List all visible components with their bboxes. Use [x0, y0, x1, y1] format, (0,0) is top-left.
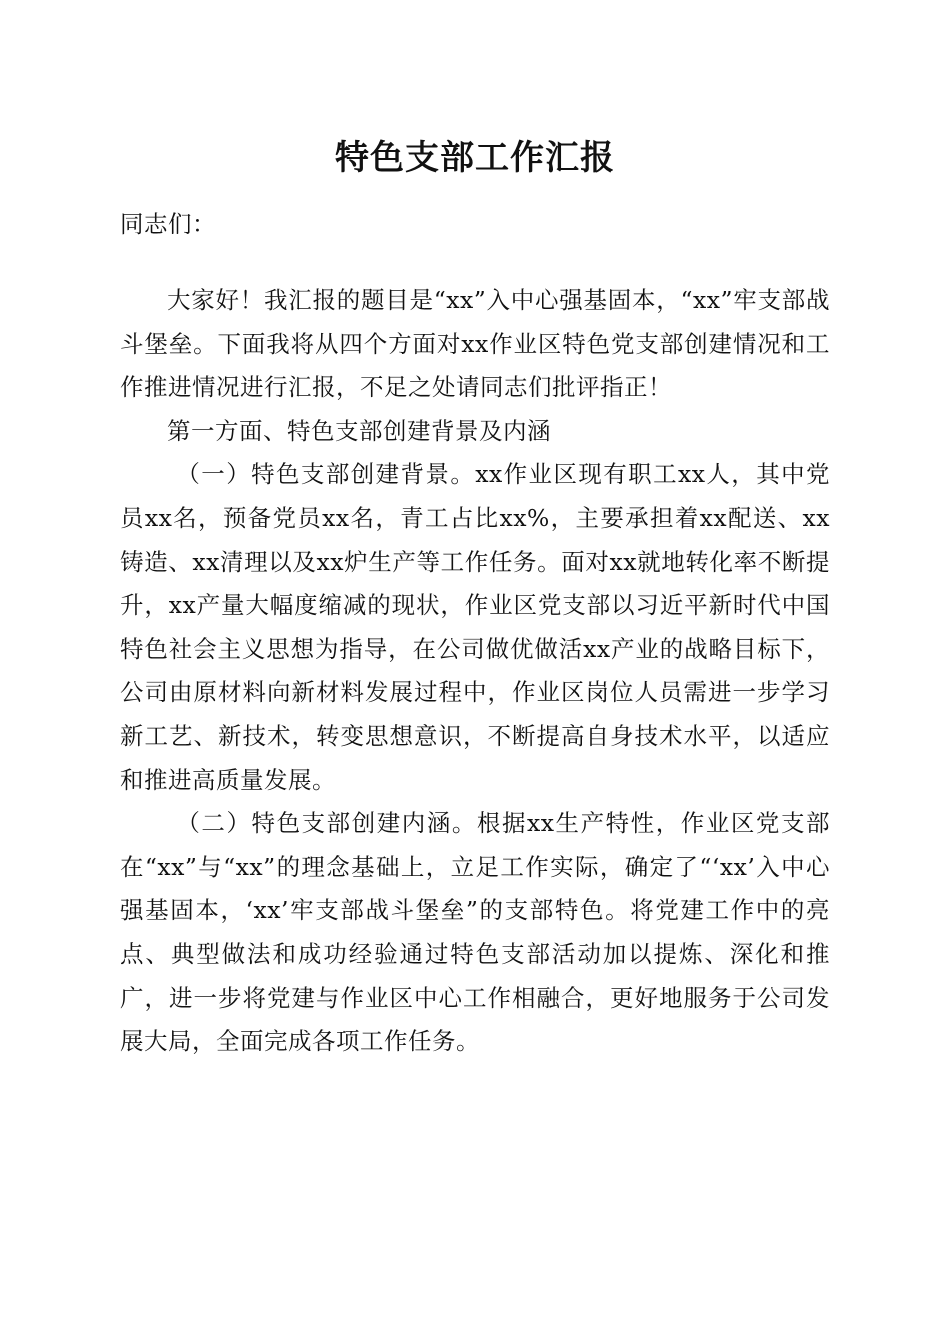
subsection-paragraph-background: （一）特色支部创建背景。xx作业区现有职工xx人，其中党员xx名，预备党员xx名，青工占比xx%，主要承担着xx配送、xx铸造、xx清理以及xx炉生产等工作任务。面对xx就地转化率不断提升，xx产量大幅度缩减的现状，作业区党支部以习近平新时代中国特色社会主义思想为指导，在公司做优做活xx产业的战略目标下，公司由原材料向新材料发展过程中，作业区岗位人员需进一步学习新工艺、新技术，转变思想意识，不断提高自身技术水平，以适应和推进高质量发展。	[120, 460, 830, 794]
subsection-paragraph-connotation: （二）特色支部创建内涵。根据xx生产特性，作业区党支部在“xx”与“xx”的理念基础上，立足工作实际，确定了“‘xx’入中心强基固本，‘xx’牢支部战斗堡垒”的支部特色。将党建工作中的亮点、典型做法和成功经验通过特色支部活动加以提炼、深化和推广，进一步将党建与作业区中心工作相融合，更好地服务于公司发展大局，全面完成各项工作任务。	[120, 809, 830, 1056]
intro-paragraph: 大家好！我汇报的题目是“xx”入中心强基固本，“xx”牢支部战斗堡垒。下面我将从四个方面对xx作业区特色党支部创建情况和工作推进情况进行汇报，不足之处请同志们批评指正！	[120, 286, 830, 402]
section-heading: 第一方面、特色支部创建背景及内涵	[167, 416, 551, 445]
document-body	[120, 279, 830, 1064]
document-title: 特色支部工作汇报	[335, 138, 615, 178]
salutation: 同志们：	[120, 210, 216, 238]
